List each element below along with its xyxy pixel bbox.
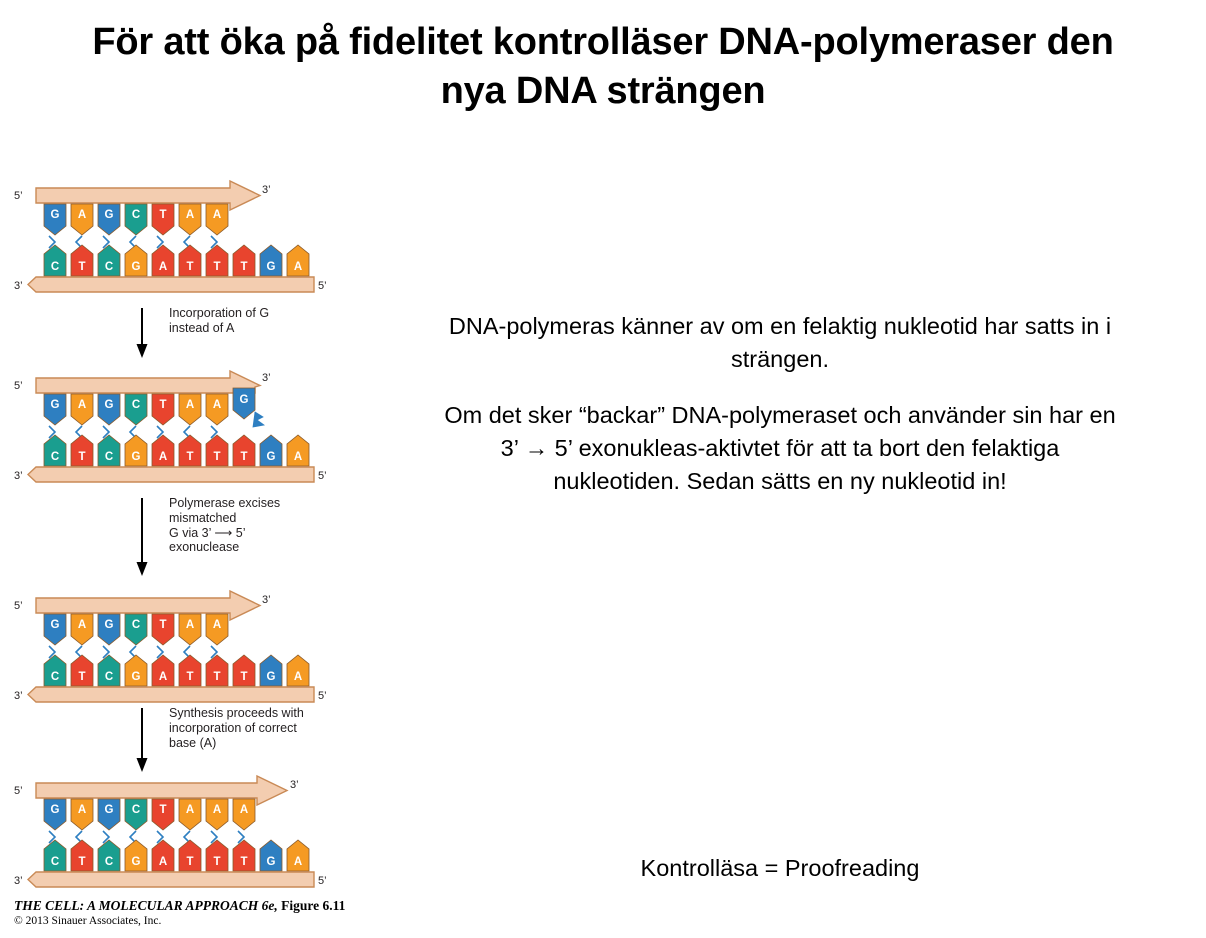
- svg-text:T: T: [213, 451, 221, 463]
- panel-4-bottom-right-label: 5’: [318, 875, 327, 887]
- svg-text:T: T: [213, 671, 221, 683]
- svg-text:T: T: [159, 209, 167, 221]
- svg-text:C: C: [131, 619, 141, 631]
- body-paragraph-2: Om det sker “backar” DNA-polymeraset och använder sin har en 3’ → 5’ exonukleas-aktivtet för att ta bort den felaktiga nukleotiden. Sedan sätts en ny nukleotid in!: [444, 401, 1116, 495]
- svg-text:C: C: [50, 671, 60, 683]
- panel-3-bottom-right-label: 5’: [318, 690, 327, 702]
- svg-text:T: T: [213, 856, 221, 868]
- svg-text:G: G: [131, 451, 141, 463]
- figure-panel-1: [14, 178, 374, 298]
- svg-text:G: G: [131, 671, 141, 683]
- panel-4-top-left-label: 5’: [14, 785, 23, 797]
- svg-text:T: T: [78, 261, 86, 273]
- svg-text:C: C: [104, 671, 114, 683]
- svg-text:G: G: [104, 399, 114, 411]
- figure-credit-copyright: © 2013 Sinauer Associates, Inc.: [14, 915, 162, 927]
- panel-1-top-right-label: 3’: [262, 184, 271, 196]
- panel-3-top-right-label: 3’: [262, 594, 271, 606]
- svg-text:C: C: [131, 804, 141, 816]
- figure-step-caption-3: Synthesis proceeds with incorporation of correct base (A): [169, 706, 304, 750]
- svg-text:A: A: [239, 804, 249, 816]
- svg-text:T: T: [186, 856, 194, 868]
- svg-text:A: A: [212, 619, 222, 631]
- svg-text:T: T: [213, 261, 221, 273]
- svg-text:C: C: [50, 451, 60, 463]
- svg-text:A: A: [185, 399, 195, 411]
- svg-text:C: C: [50, 261, 60, 273]
- svg-text:G: G: [266, 261, 276, 273]
- svg-text:G: G: [104, 804, 114, 816]
- svg-text:A: A: [185, 619, 195, 631]
- svg-text:A: A: [158, 261, 168, 273]
- svg-text:G: G: [239, 394, 249, 406]
- figure-panel-3: [14, 588, 374, 708]
- svg-text:C: C: [104, 856, 114, 868]
- svg-text:T: T: [78, 671, 86, 683]
- svg-text:G: G: [131, 261, 141, 273]
- svg-text:T: T: [159, 399, 167, 411]
- svg-text:C: C: [104, 261, 114, 273]
- svg-text:G: G: [50, 209, 60, 221]
- svg-text:G: G: [50, 619, 60, 631]
- svg-text:A: A: [185, 804, 195, 816]
- svg-text:T: T: [78, 451, 86, 463]
- panel-2-top-left-label: 5’: [14, 380, 23, 392]
- panel-4-top-right-label: 3’: [290, 779, 299, 791]
- panel-3-diagram: [14, 588, 374, 708]
- svg-text:G: G: [266, 671, 276, 683]
- svg-text:T: T: [240, 261, 248, 273]
- svg-text:A: A: [158, 671, 168, 683]
- svg-text:A: A: [158, 451, 168, 463]
- svg-text:C: C: [50, 856, 60, 868]
- panel-2-bottom-left-label: 3’: [14, 470, 23, 482]
- footer-note: Kontrolläsa = Proofreading: [640, 855, 920, 881]
- svg-text:T: T: [78, 856, 86, 868]
- panel-1-diagram: [14, 178, 374, 298]
- svg-text:T: T: [186, 451, 194, 463]
- svg-text:G: G: [266, 856, 276, 868]
- page-title: För att öka på fidelitet kontrolläser DNA-polymeraser den nya DNA strängen: [92, 21, 1114, 112]
- body-text-block: [440, 310, 1120, 499]
- figure-credit: [14, 898, 474, 927]
- svg-text:C: C: [131, 399, 141, 411]
- panel-1-bottom-right-label: 5’: [318, 280, 327, 292]
- svg-text:A: A: [77, 399, 87, 411]
- svg-text:A: A: [212, 399, 222, 411]
- down-arrow-icon: [133, 498, 159, 578]
- svg-text:G: G: [104, 209, 114, 221]
- figure-credit-number: Figure 6.11: [277, 898, 346, 913]
- panel-4-diagram: [14, 773, 374, 893]
- svg-text:T: T: [240, 451, 248, 463]
- svg-text:A: A: [293, 261, 303, 273]
- figure-step-caption-2: Polymerase excises mismatched G via 3’ ⟶ 5’ exonuclease: [169, 496, 281, 555]
- svg-text:A: A: [293, 671, 303, 683]
- svg-text:A: A: [293, 856, 303, 868]
- panel-3-bottom-left-label: 3’: [14, 690, 23, 702]
- svg-text:A: A: [293, 451, 303, 463]
- panel-4-bottom-left-label: 3’: [14, 875, 23, 887]
- svg-text:C: C: [131, 209, 141, 221]
- figure-panel-2: [14, 368, 374, 488]
- svg-text:T: T: [159, 619, 167, 631]
- svg-text:G: G: [104, 619, 114, 631]
- body-paragraph-1: DNA-polymeras känner av om en felaktig nukleotid har satts in i strängen.: [448, 313, 1112, 373]
- svg-text:A: A: [185, 209, 195, 221]
- down-arrow-icon: [133, 708, 159, 774]
- svg-text:A: A: [77, 804, 87, 816]
- svg-text:T: T: [186, 671, 194, 683]
- svg-text:T: T: [240, 856, 248, 868]
- figure-credit-source: THE CELL: A MOLECULAR APPROACH 6e,: [14, 898, 278, 913]
- down-arrow-icon: [133, 308, 159, 360]
- svg-text:G: G: [266, 451, 276, 463]
- svg-text:G: G: [50, 804, 60, 816]
- svg-text:T: T: [240, 671, 248, 683]
- svg-text:A: A: [77, 619, 87, 631]
- svg-text:G: G: [131, 856, 141, 868]
- svg-text:G: G: [50, 399, 60, 411]
- svg-text:A: A: [77, 209, 87, 221]
- svg-text:T: T: [186, 261, 194, 273]
- svg-text:A: A: [212, 804, 222, 816]
- figure-panel-4: [14, 773, 374, 893]
- panel-2-bottom-right-label: 5’: [318, 470, 327, 482]
- panel-1-bottom-left-label: 3’: [14, 280, 23, 292]
- svg-text:T: T: [159, 804, 167, 816]
- panel-2-diagram: [14, 368, 374, 488]
- svg-text:C: C: [104, 451, 114, 463]
- panel-1-top-left-label: 5’: [14, 190, 23, 202]
- svg-text:A: A: [212, 209, 222, 221]
- panel-3-top-left-label: 5’: [14, 600, 23, 612]
- figure-step-caption-1: Incorporation of G instead of A: [169, 306, 270, 335]
- panel-2-top-right-label: 3’: [262, 372, 271, 384]
- svg-text:A: A: [158, 856, 168, 868]
- dna-proofreading-figure: [14, 178, 424, 923]
